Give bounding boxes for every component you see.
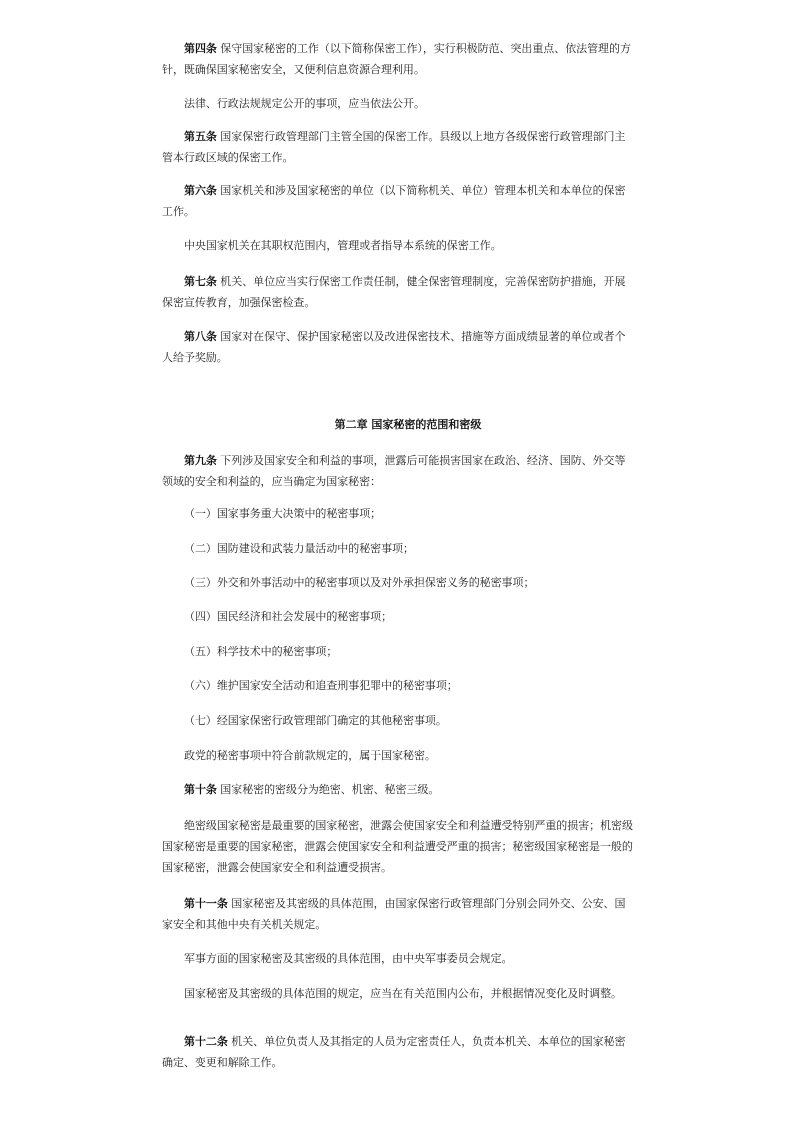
article-number: 第十条	[184, 783, 217, 796]
article-7	[162, 271, 634, 313]
article-text: 国家保密行政管理部门主管全国的保密工作。县级以上地方各级保密行政管理部门主管本行政区域的保密工作。	[162, 130, 626, 164]
article-text: 机关、单位负责人及其指定的人员为定密责任人，负责本机关、本单位的国家秘密确定、变更和解除工作。	[162, 1035, 626, 1069]
paragraph-text: 中央国家机关在其职权范围内，管理或者指导本系统的保密工作。	[184, 239, 502, 252]
article-number: 第十二条	[184, 1035, 228, 1048]
article-number: 第六条	[184, 184, 217, 197]
article-text: 国家秘密及其密级的具体范围，由国家保密行政管理部门分别会同外交、公安、国家安全和其他中央有关机关规定。	[162, 897, 626, 931]
article-number: 第四条	[184, 42, 217, 55]
paragraph	[162, 815, 634, 878]
list-item	[184, 538, 634, 559]
list-item	[184, 572, 634, 593]
article-12	[162, 1031, 634, 1073]
article-number: 第七条	[184, 275, 217, 288]
paragraph-text: 军事方面的国家秘密及其密级的具体范围，由中央军事委员会规定。	[184, 952, 513, 965]
paragraph	[184, 745, 634, 766]
paragraph	[162, 983, 634, 1004]
paragraph	[162, 948, 634, 969]
list-item	[184, 503, 634, 524]
list-item	[184, 710, 634, 731]
article-text: 国家对在保守、保护国家秘密以及改进保密技术、措施等方面成绩显著的单位或者个人给予奖励。	[162, 330, 626, 364]
list-item-text: （一）国家事务重大决策中的秘密事项；	[184, 507, 382, 520]
list-item	[184, 675, 634, 696]
article-10	[184, 779, 634, 800]
article-9	[162, 450, 634, 492]
article-8	[162, 326, 634, 368]
article-number: 第五条	[184, 130, 217, 143]
chapter-heading: 第二章 国家秘密的范围和密级	[334, 418, 482, 431]
article-text: 保守国家秘密的工作（以下简称保密工作），实行积极防范、突出重点、依法管理的方针，既确保国家秘密安全，又便利信息资源合理利用。	[162, 42, 631, 76]
article-text: 机关、单位应当实行保密工作责任制，健全保密管理制度，完善保密防护措施，开展保密宣传教育，加强保密检查。	[162, 275, 626, 309]
paragraph-text: 法律、行政法规规定公开的事项，应当依法公开。	[184, 97, 425, 110]
list-item-text: （三）外交和外事活动中的秘密事项以及对外承担保密义务的秘密事项；	[184, 576, 535, 589]
article-number: 第九条	[184, 454, 217, 467]
article-number: 第十一条	[184, 897, 228, 910]
article-5	[162, 126, 634, 168]
paragraph-text: 绝密级国家秘密是最重要的国家秘密，泄露会使国家安全和利益遭受特别严重的损害；机密级国家秘密是重要的国家秘密，泄露会使国家安全和利益遭受严重的损害；秘密级国家秘密是一般的国家秘密，泄露会使国家安全和利益遭受损害。	[162, 819, 633, 874]
article-text: 国家机关和涉及国家秘密的单位（以下简称机关、单位）管理本机关和本单位的保密工作。	[162, 184, 626, 218]
article-4	[162, 38, 634, 80]
list-item-text: （五）科学技术中的秘密事项；	[184, 645, 338, 658]
list-item	[184, 606, 634, 627]
article-number: 第八条	[184, 330, 217, 343]
list-item-text: （二）国防建设和武装力量活动中的秘密事项；	[184, 542, 414, 555]
paragraph-text: 国家秘密及其密级的具体范围的规定，应当在有关范围内公布，并根据情况变化及时调整。	[184, 987, 622, 1000]
article-text: 国家秘密的密级分为绝密、机密、秘密三级。	[216, 783, 440, 796]
paragraph-text: 政党的秘密事项中符合前款规定的，属于国家秘密。	[184, 749, 436, 762]
list-item	[184, 641, 634, 662]
paragraph	[162, 93, 634, 114]
list-item-text: （四）国民经济和社会发展中的秘密事项；	[184, 610, 393, 623]
list-item-text: （六）维护国家安全活动和追查刑事犯罪中的秘密事项；	[184, 679, 458, 692]
article-11	[162, 893, 634, 935]
list-item-text: （七）经国家保密行政管理部门确定的其他秘密事项。	[184, 714, 447, 727]
paragraph	[162, 235, 634, 256]
article-text: 下列涉及国家安全和利益的事项，泄露后可能损害国家在政治、经济、国防、外交等领域的安全和利益的，应当确定为国家秘密：	[162, 454, 626, 488]
article-6	[162, 180, 634, 222]
